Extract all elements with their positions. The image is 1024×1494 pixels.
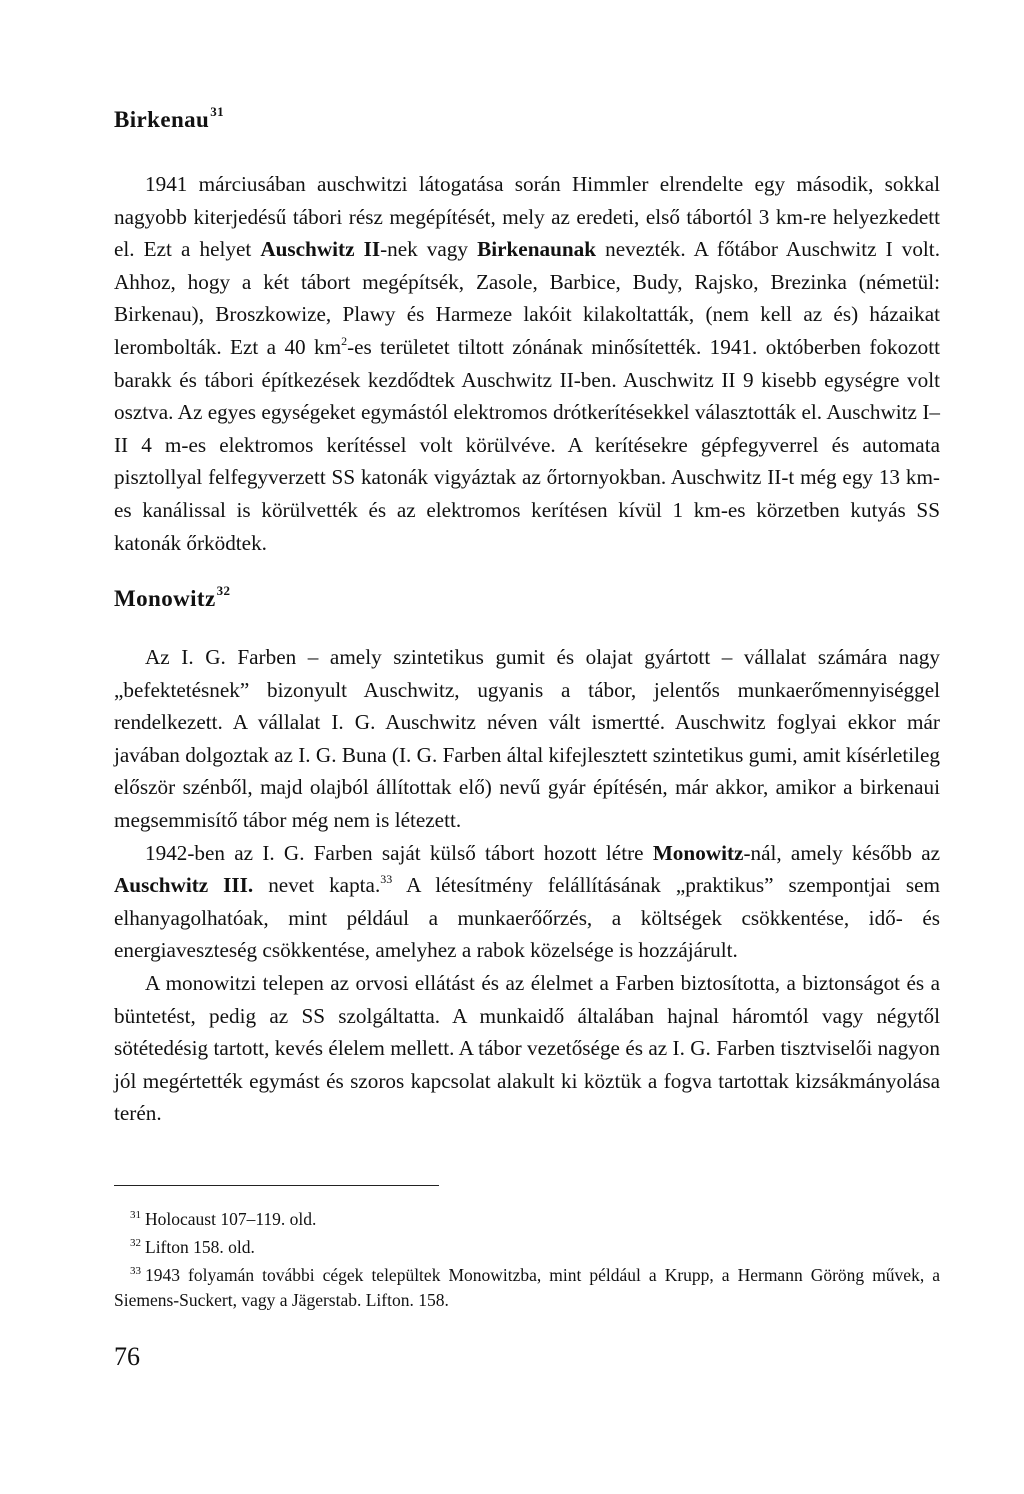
text-run: nevezték. A főtábor Auschwitz I volt. Ahhoz, hogy a két tábort megépítsék, Zasole, Barbice, Budy, Rajsko, Brezinka (németül: Birkenau), Broszkowize, Plawy és Harmeze lakóit kilakoltatták, (nem kell az és) házaikat lerombolták. Ezt a 40 km: [114, 237, 940, 359]
footnote-item: 32 Lifton 158. old.: [130, 1237, 255, 1257]
bold-term: Monowitz: [652, 840, 744, 865]
heading-text: Monowitz: [114, 586, 216, 611]
footnotes: [114, 1207, 940, 1316]
text-run: -nek vagy: [380, 237, 478, 262]
footnote-item: 33 1943 folyamán további cégek települtek Monowitzba, mint például a Krupp, a Hermann Göröng művek, a Siemens-Suckert, vagy a Jägerstab. Lifton. 158.: [114, 1265, 940, 1310]
footnote-item: 31 Holocaust 107–119. old.: [130, 1209, 317, 1229]
heading-text: Birkenau: [114, 107, 210, 132]
text-run: nevet kapta.: [253, 873, 381, 898]
page-number: 76: [114, 1342, 140, 1371]
footnote-text: Lifton 158. old.: [145, 1237, 255, 1257]
birkenau-body: [114, 168, 940, 559]
section-heading-birkenau: [114, 104, 224, 133]
paragraph: A monowitzi telepen az orvosi ellátást és az élelmet a Farben biztosította, a biztonságot és a büntetést, pedig az SS szolgáltatta. A munkaidő általában hajnal háromtól vagy négytől sötétedésig tartott, kevés élelem mellett. A tábor vezetősége és az I. G. Farben tisztviselői nagyon jól megértették egymást és szoros kapcsolat alakult ki köztük a fogva tartottak kizsákmányolása terén.: [114, 970, 940, 1126]
paragraph: [114, 168, 940, 559]
footnote-divider: [114, 1185, 439, 1186]
bold-term: Auschwitz II: [260, 237, 381, 262]
text-run: -es területet tiltott zónának minősítették. 1941. októberben fokozott barakk és tábori építkezések kezdődtek Auschwitz II-ben. Auschwitz II 9 kisebb egységre volt osztva. Az egyes egységeket egymástól elektromos drótkerítésekkel választották el. Auschwitz I–II 4 m-es elektromos kerítéssel volt körülvéve. A kerítésekre gépfegyverrel és automata pisztollyal felfegyverzett SS katonák vigyáztak az őrtornyokban. Auschwitz II-t még egy 13 km-es kanálissal is körülvették és az elektromos kerítésen kívül 1 km-es körzetben kutyás SS katonák őrködtek.: [114, 334, 940, 555]
footnote-ref: 33: [380, 872, 393, 887]
monowitz-body: [114, 641, 940, 1130]
text-run: A létesítmény felállításának „praktikus” szempontjai sem elhanyagolhatóak, mint például a munkaerőőrzés, a költségek csökkentése, idő- és energiaveszteség csökkentése, amelyhez a rabok közelsége is hozzájárult.: [114, 873, 940, 963]
footnote-ref: 32: [216, 583, 231, 598]
section-heading-monowitz: [114, 583, 230, 612]
text-run: -nál, amely később az: [743, 840, 941, 865]
text-run: 1942-ben az I. G. Farben saját külső tábort hozott létre: [145, 840, 653, 865]
bold-term: Birkenaunak: [477, 237, 597, 262]
footnote-ref: 31: [210, 104, 225, 119]
text-run: 1941 márciusában auschwitzi látogatása során Himmler elrendelte egy második, sokkal nagyobb kiterjedésű tábori rész megépítését, mely az eredeti, első tábortól 3 km-re helyezkedett el. Ezt a helyet: [114, 172, 940, 262]
footnote-text: Holocaust 107–119. old.: [145, 1209, 317, 1229]
paragraph: [114, 837, 940, 967]
paragraph: Az I. G. Farben – amely szintetikus gumit és olajat gyártott – vállalat számára nagy „befektetésnek” bizonyult Auschwitz, ugyanis a tábor, jelentős munkaerőmennyiséggel rendelkezett. A vállalat I. G. Auschwitz néven vált ismertté. Auschwitz foglyai ekkor már javában dolgoztak az I. G. Buna (I. G. Farben által kifejlesztett szintetikus gumi, amit kísérletileg először szénből, majd olajból állítottak elő) nevű gyár építésén, már akkor, amikor a birkenaui megsemmisítő tábor még nem is létezett.: [114, 645, 940, 832]
superscript: 2: [341, 333, 348, 348]
footnote-text: 1943 folyamán további cégek települtek Monowitzba, mint például a Krupp, a Hermann Göröng művek, a Siemens-Suckert, vagy a Jägerstab. Lifton. 158.: [114, 1265, 940, 1310]
bold-term: Auschwitz III.: [114, 873, 254, 898]
